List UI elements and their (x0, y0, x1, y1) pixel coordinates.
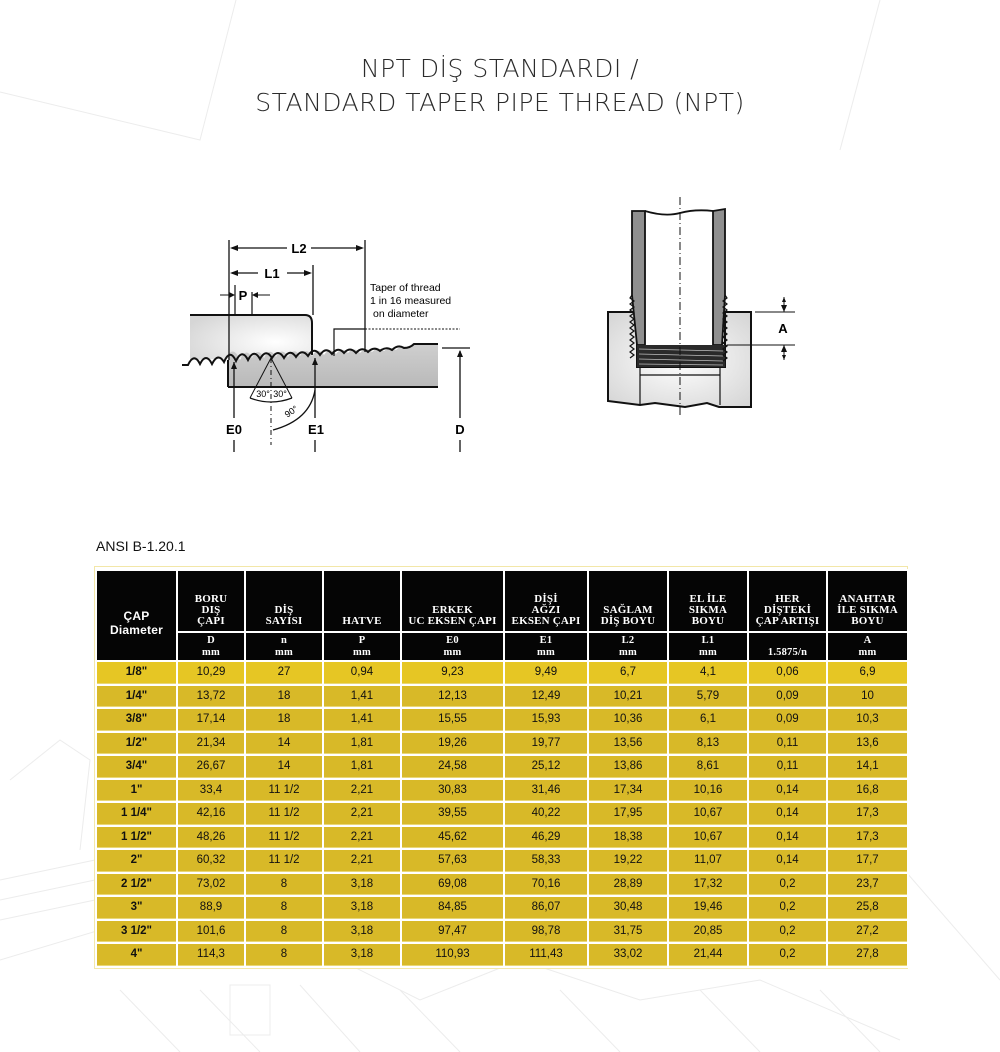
table-cell: 0,2 (749, 874, 826, 896)
table-row (97, 921, 907, 943)
table-cell: 17,7 (828, 850, 907, 872)
table-cell: 0,14 (749, 803, 826, 825)
taper-note-line-3: on diameter (373, 308, 429, 320)
label-a: A (778, 321, 788, 336)
header-col-8 (749, 571, 826, 631)
header-unit-col-9 (828, 633, 907, 660)
header-unit-text: P (358, 634, 366, 646)
table-cell: 58,33 (505, 850, 587, 872)
header-text: UC EKSEN ÇAPI (408, 615, 497, 627)
table-cell: 30,83 (402, 780, 503, 802)
header-text: BORU (194, 593, 228, 605)
table-cell: 10,67 (669, 803, 747, 825)
header-unit-text: mm (202, 646, 220, 658)
label-e1: E1 (308, 422, 324, 437)
table-cell: 30,48 (589, 897, 667, 919)
table-cell: 17,3 (828, 803, 907, 825)
header-text: BOYU (851, 615, 884, 627)
table-cell: 69,08 (402, 874, 503, 896)
header-col-2 (246, 571, 322, 631)
table-cell: 88,9 (178, 897, 244, 919)
header-unit-col-6 (589, 633, 667, 660)
table-cell: 14 (246, 756, 322, 778)
table-cell: 0,11 (749, 733, 826, 755)
header-text: DIŞ (201, 604, 221, 616)
header-diameter-tr: ÇAP (123, 608, 150, 623)
table-cell: 0,94 (324, 662, 400, 684)
header-unit-text: A (863, 634, 872, 646)
header-text: HATVE (342, 615, 382, 627)
label-l1: L1 (264, 266, 280, 281)
table-cell: 13,6 (828, 733, 907, 755)
cell-diameter: 3" (97, 897, 176, 919)
table-cell: 6,1 (669, 709, 747, 731)
table-cell: 48,26 (178, 827, 244, 849)
thread-profile-diagram (170, 230, 480, 460)
header-text: ERKEK (432, 604, 473, 616)
table-cell: 3,18 (324, 874, 400, 896)
table-cell: 33,4 (178, 780, 244, 802)
table-row (97, 897, 907, 919)
header-unit-text: mm (619, 646, 637, 658)
table-cell: 13,56 (589, 733, 667, 755)
table-cell: 14 (246, 733, 322, 755)
table-cell: 10,29 (178, 662, 244, 684)
header-text: HER (775, 593, 800, 605)
header-text: SIKMA (688, 604, 728, 616)
header-text: EKSEN ÇAPI (511, 615, 581, 627)
header-unit-col-3 (324, 633, 400, 660)
table-cell: 13,86 (589, 756, 667, 778)
table-cell: 5,79 (669, 686, 747, 708)
table-cell: 8,61 (669, 756, 747, 778)
header-col-6 (589, 571, 667, 631)
table-cell: 40,22 (505, 803, 587, 825)
table-cell: 19,22 (589, 850, 667, 872)
cell-diameter: 2 1/2" (97, 874, 176, 896)
header-text: SAĞLAM (603, 604, 653, 616)
table-cell: 1,41 (324, 709, 400, 731)
taper-note-line-1: Taper of thread (370, 282, 441, 294)
header-unit-text (750, 635, 825, 647)
table-cell: 114,3 (178, 944, 244, 966)
table-cell: 17,3 (828, 827, 907, 849)
header-text: SAYISI (265, 615, 303, 627)
table-row (97, 827, 907, 849)
table-cell: 2,21 (324, 827, 400, 849)
header-unit-col-2 (246, 633, 322, 660)
taper-note-line-2: 1 in 16 measured (370, 295, 452, 307)
table-cell: 97,47 (402, 921, 503, 943)
table-cell: 2,21 (324, 850, 400, 872)
table-cell: 13,72 (178, 686, 244, 708)
table-cell: 0,09 (749, 686, 826, 708)
table-cell: 0,06 (749, 662, 826, 684)
table-cell: 70,16 (505, 874, 587, 896)
header-unit-text: n (280, 634, 288, 646)
table-cell: 28,89 (589, 874, 667, 896)
title-line-2: STANDARD TAPER PIPE THREAD (NPT) (255, 88, 745, 117)
table-cell: 3,18 (324, 897, 400, 919)
table-cell: 10 (828, 686, 907, 708)
header-unit-col-7 (669, 633, 747, 660)
table-cell: 23,7 (828, 874, 907, 896)
header-text: DİŞ (274, 604, 294, 616)
header-row-main (97, 571, 907, 631)
npt-thread-table (95, 569, 909, 968)
header-row-units (97, 633, 907, 660)
table-cell: 10,67 (669, 827, 747, 849)
cell-diameter: 1 1/4" (97, 803, 176, 825)
table-cell: 33,02 (589, 944, 667, 966)
table-cell: 21,44 (669, 944, 747, 966)
header-unit-text: E0 (446, 634, 459, 646)
page-title (0, 52, 1000, 120)
header-unit-text: mm (443, 646, 462, 658)
table-cell: 9,23 (402, 662, 503, 684)
header-unit-col-5 (505, 633, 587, 660)
cell-diameter: 4" (97, 944, 176, 966)
table-cell: 27,2 (828, 921, 907, 943)
label-l2: L2 (291, 241, 307, 256)
header-unit-col-8 (749, 633, 826, 660)
cell-diameter: 1/4" (97, 686, 176, 708)
pipe-fitting-diagram (595, 195, 815, 420)
table-cell: 17,95 (589, 803, 667, 825)
table-cell: 9,49 (505, 662, 587, 684)
table-cell: 20,85 (669, 921, 747, 943)
table-cell: 19,46 (669, 897, 747, 919)
table-cell: 15,93 (505, 709, 587, 731)
table-cell: 0,11 (749, 756, 826, 778)
table-cell: 46,29 (505, 827, 587, 849)
table-cell: 31,46 (505, 780, 587, 802)
header-text: ANAHTAR (839, 593, 896, 605)
header-unit-text: mm (699, 646, 717, 658)
table-cell: 15,55 (402, 709, 503, 731)
table-cell: 1,81 (324, 733, 400, 755)
table-cell: 10,3 (828, 709, 907, 731)
header-col-7 (669, 571, 747, 631)
cell-diameter: 1/8" (97, 662, 176, 684)
table-cell: 8 (246, 944, 322, 966)
table-cell: 10,16 (669, 780, 747, 802)
header-text: İLE SIKMA (837, 604, 898, 616)
table-row (97, 780, 907, 802)
cell-diameter: 2" (97, 850, 176, 872)
header-text: DİŞTEKİ (763, 604, 812, 616)
table-cell: 18 (246, 709, 322, 731)
table-row (97, 756, 907, 778)
cell-diameter: 3/8" (97, 709, 176, 731)
table-cell: 0,14 (749, 827, 826, 849)
table-cell: 0,14 (749, 850, 826, 872)
table-row (97, 850, 907, 872)
table-cell: 25,8 (828, 897, 907, 919)
cell-diameter: 1/2" (97, 733, 176, 755)
header-text: ÇAPI (197, 615, 225, 627)
table-cell: 8,13 (669, 733, 747, 755)
table-cell: 19,77 (505, 733, 587, 755)
label-e0: E0 (226, 422, 242, 437)
header-unit-col-4 (402, 633, 503, 660)
table-cell: 27 (246, 662, 322, 684)
table-row (97, 709, 907, 731)
table-cell: 42,16 (178, 803, 244, 825)
table-cell: 12,13 (402, 686, 503, 708)
header-col-5 (505, 571, 587, 631)
table-cell: 111,43 (505, 944, 587, 966)
table-cell: 2,21 (324, 803, 400, 825)
table-cell: 11 1/2 (246, 850, 322, 872)
table-cell: 6,9 (828, 662, 907, 684)
header-unit-text: L1 (701, 634, 715, 646)
header-col-1 (178, 571, 244, 631)
table-cell: 73,02 (178, 874, 244, 896)
table-cell: 18 (246, 686, 322, 708)
table-row (97, 662, 907, 684)
table-cell: 98,78 (505, 921, 587, 943)
table-cell: 10,36 (589, 709, 667, 731)
table-cell: 10,21 (589, 686, 667, 708)
header-col-3 (324, 571, 400, 631)
table-cell: 1,81 (324, 756, 400, 778)
label-angle-right: 30° (273, 389, 287, 399)
table-cell: 3,18 (324, 944, 400, 966)
table-cell: 19,26 (402, 733, 503, 755)
table-cell: 110,93 (402, 944, 503, 966)
table-cell: 8 (246, 897, 322, 919)
table-cell: 17,34 (589, 780, 667, 802)
table-cell: 2,21 (324, 780, 400, 802)
table-row (97, 733, 907, 755)
table-cell: 6,7 (589, 662, 667, 684)
header-unit-text: E1 (539, 634, 553, 646)
table-cell: 57,63 (402, 850, 503, 872)
header-unit-col-1 (178, 633, 244, 660)
table-row (97, 686, 907, 708)
table-cell: 21,34 (178, 733, 244, 755)
table-cell: 0,09 (749, 709, 826, 731)
table-cell: 27,8 (828, 944, 907, 966)
header-unit-text: L2 (621, 634, 635, 646)
table-cell: 84,85 (402, 897, 503, 919)
header-diameter-en: Diameter (110, 622, 163, 637)
header-text: DİŞ BOYU (600, 615, 656, 627)
table-cell: 0,2 (749, 921, 826, 943)
header-text: ÇAP ARTIŞI (755, 615, 820, 627)
header-diameter (97, 571, 176, 660)
table-cell: 17,32 (669, 874, 747, 896)
header-text: DİŞİ (534, 593, 558, 605)
table-cell: 18,38 (589, 827, 667, 849)
header-unit-text: mm (858, 646, 877, 658)
table-cell: 11 1/2 (246, 780, 322, 802)
table-row (97, 944, 907, 966)
table-cell: 16,8 (828, 780, 907, 802)
table-cell: 26,67 (178, 756, 244, 778)
header-unit-text: mm (353, 646, 371, 658)
table-cell: 8 (246, 921, 322, 943)
standard-label: ANSI B-1.20.1 (96, 538, 186, 554)
table-cell: 24,58 (402, 756, 503, 778)
table-body (97, 662, 907, 966)
header-col-4 (402, 571, 503, 631)
table-cell: 45,62 (402, 827, 503, 849)
table-cell: 11,07 (669, 850, 747, 872)
table-row (97, 803, 907, 825)
table-cell: 60,32 (178, 850, 244, 872)
table-cell: 1,41 (324, 686, 400, 708)
table-cell: 12,49 (505, 686, 587, 708)
table-header (97, 571, 907, 660)
header-unit-text: mm (537, 646, 555, 658)
label-d: D (455, 422, 465, 437)
table-cell: 31,75 (589, 921, 667, 943)
cell-diameter: 1 1/2" (97, 827, 176, 849)
cell-diameter: 3/4" (97, 756, 176, 778)
table-cell: 39,55 (402, 803, 503, 825)
npt-table-container (95, 567, 907, 968)
table-cell: 0,2 (749, 944, 826, 966)
table-cell: 11 1/2 (246, 803, 322, 825)
header-unit-text: 1.5875/n (767, 646, 808, 658)
table-cell: 11 1/2 (246, 827, 322, 849)
table-cell: 101,6 (178, 921, 244, 943)
label-angle-90: 90° (282, 403, 300, 420)
table-cell: 14,1 (828, 756, 907, 778)
table-cell: 17,14 (178, 709, 244, 731)
header-text: BOYU (691, 615, 725, 627)
header-unit-text: D (207, 634, 215, 646)
header-col-9 (828, 571, 907, 631)
table-cell: 3,18 (324, 921, 400, 943)
table-cell: 8 (246, 874, 322, 896)
table-row (97, 874, 907, 896)
label-angle-left: 30° (256, 389, 270, 399)
table-cell: 86,07 (505, 897, 587, 919)
table-cell: 0,14 (749, 780, 826, 802)
table-cell: 25,12 (505, 756, 587, 778)
table-cell: 0,2 (749, 897, 826, 919)
header-text: AĞZI (531, 604, 561, 616)
label-p: P (238, 288, 248, 303)
table-cell: 4,1 (669, 662, 747, 684)
cell-diameter: 3 1/2" (97, 921, 176, 943)
header-unit-text: mm (275, 646, 293, 658)
header-text: EL İLE (689, 593, 727, 605)
cell-diameter: 1" (97, 780, 176, 802)
title-line-1: NPT DİŞ STANDARDI / (360, 54, 640, 83)
